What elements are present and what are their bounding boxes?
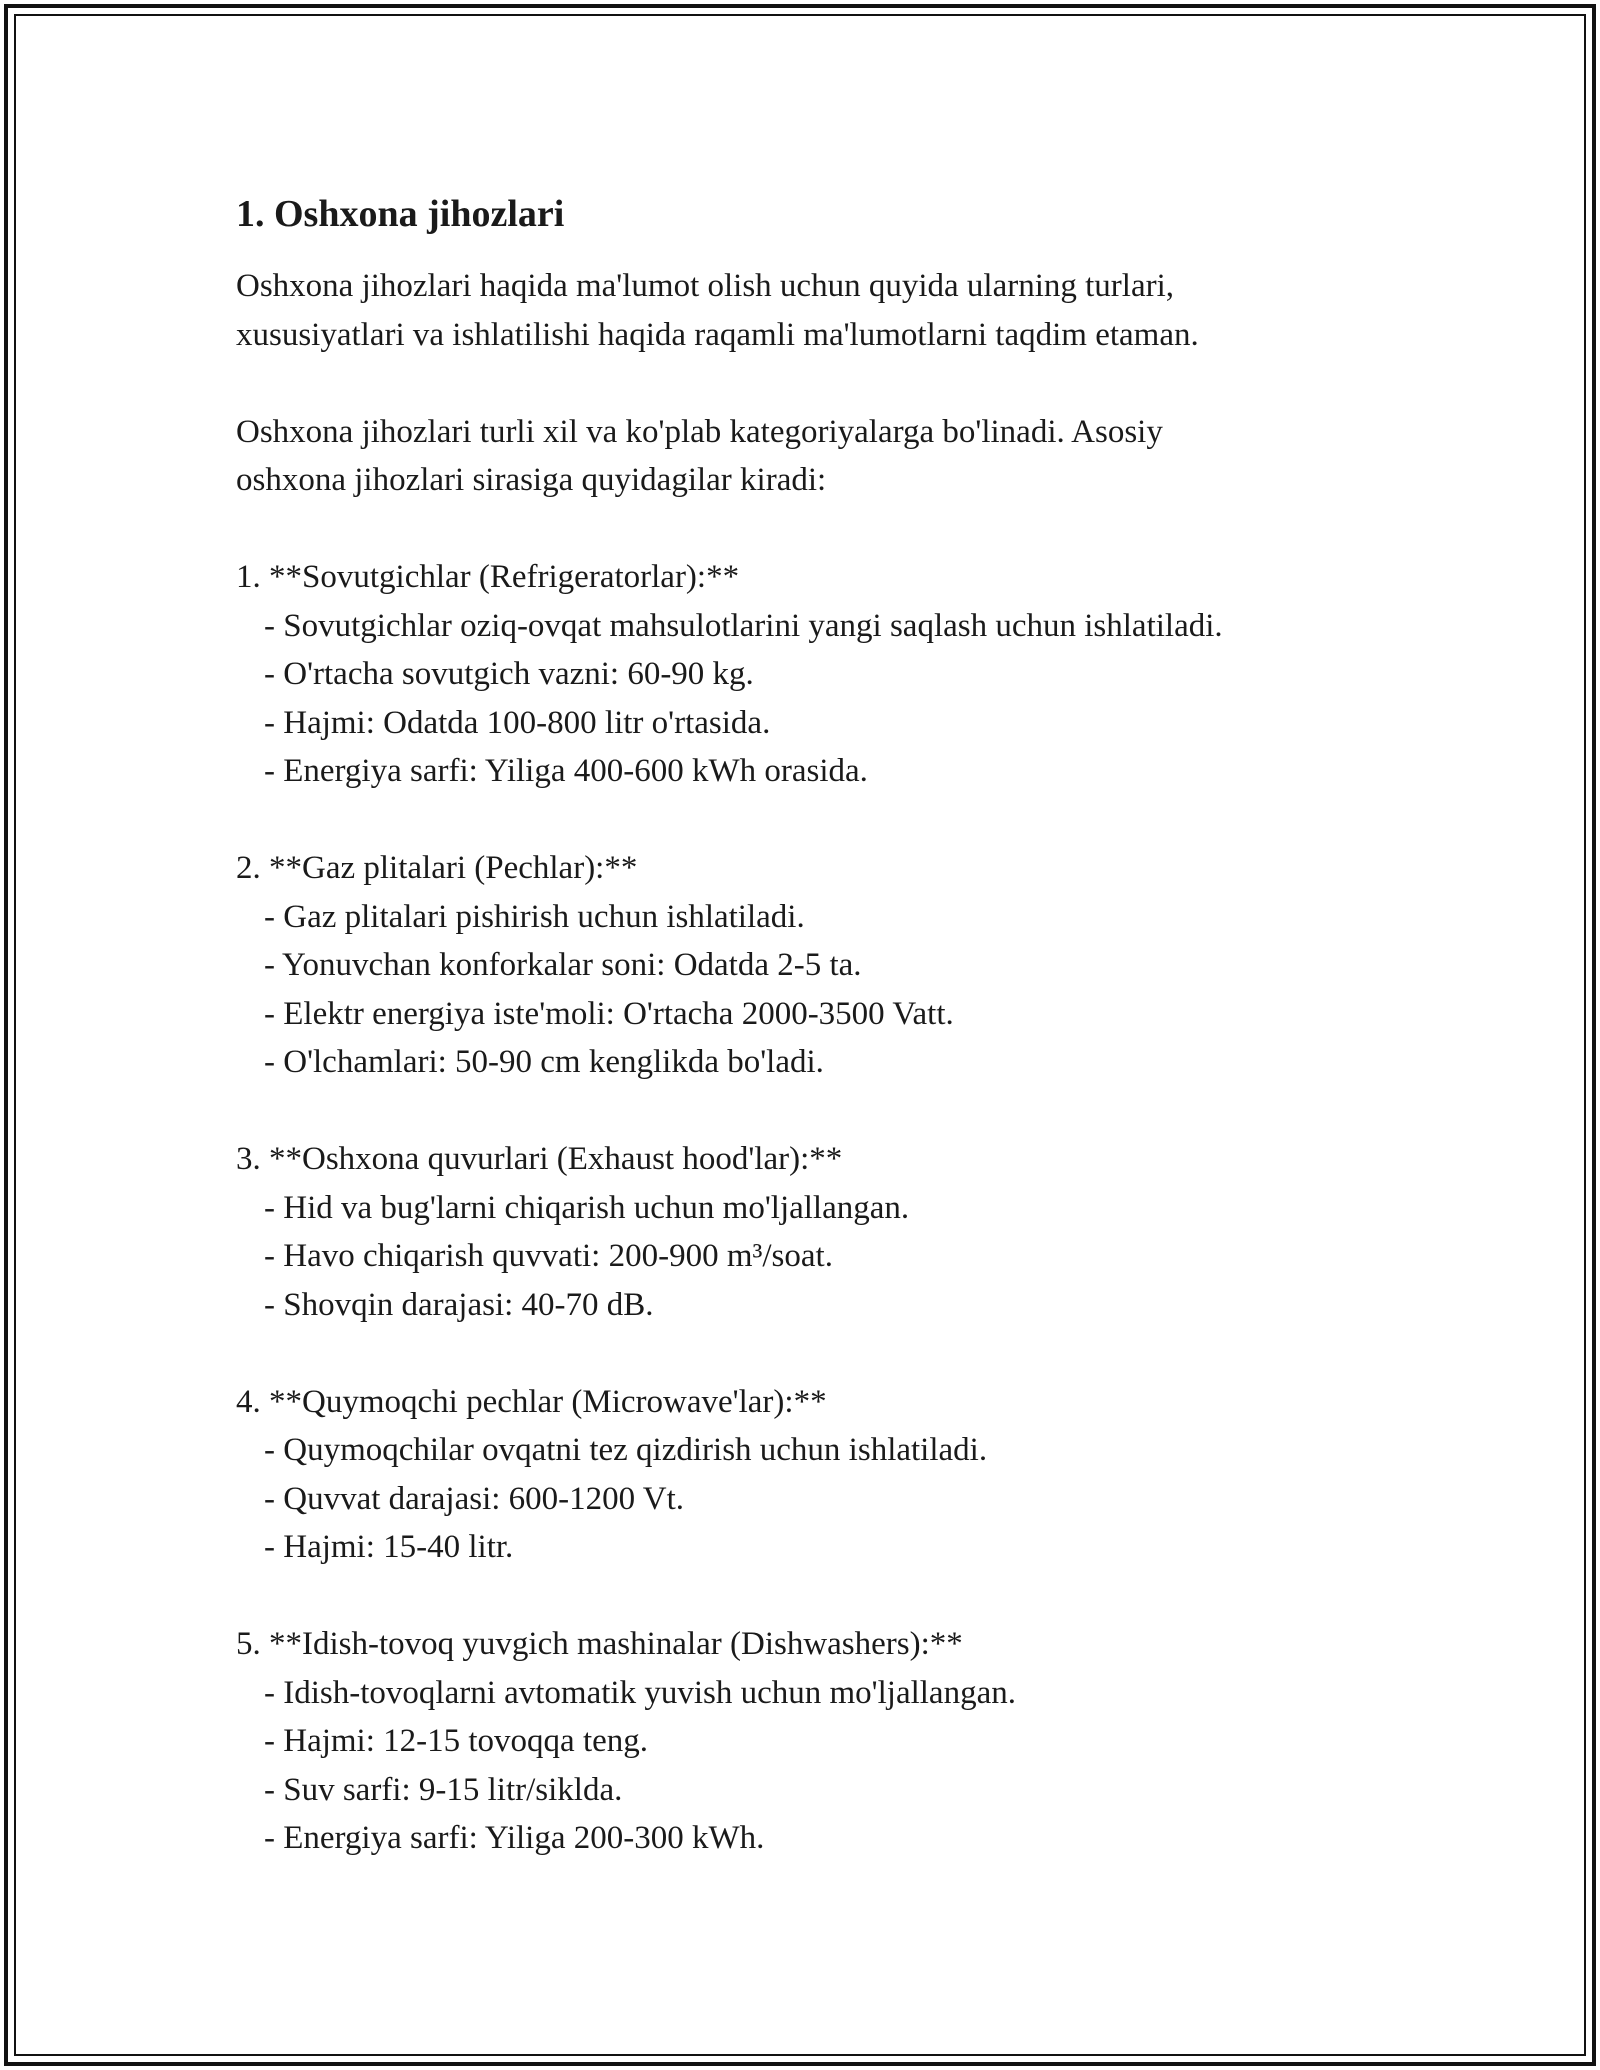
appliance-section <box>236 844 1416 1087</box>
appliance-bullet: - Hid va bug'larni chiqarish uchun mo'ljallangan. <box>264 1189 910 1226</box>
appliance-heading: 4. **Quymoqchi pechlar (Microwave'lar):** <box>236 1383 827 1420</box>
document-body <box>236 188 1416 1863</box>
appliance-bullet: - Gaz plitalari pishirish uchun ishlatiladi. <box>264 898 805 935</box>
appliance-bullet: - Hajmi: 15-40 litr. <box>264 1529 514 1565</box>
appliance-bullet: - O'lchamlari: 50-90 cm kenglikda bo'ladi. <box>264 1044 824 1080</box>
intro-paragraph-2: Oshxona jihozlari turli xil va ko'plab kategoriyalarga bo'linadi. Asosiy oshxona jihozlari sirasiga quyidagilar kiradi: <box>236 413 1163 498</box>
spacer <box>236 1572 1416 1621</box>
spacer <box>236 359 1416 408</box>
appliance-bullet: - Quymoqchilar ovqatni tez qizdirish uchun ishlatiladi. <box>264 1432 988 1468</box>
appliance-bullet: - Hajmi: 12-15 tovoqqa teng. <box>264 1723 649 1759</box>
appliance-list <box>236 505 1416 1863</box>
appliance-bullet: - Energiya sarfi: Yiliga 400-600 kWh orasida. <box>264 753 868 789</box>
appliance-bullet: - Yonuvchan konforkalar soni: Odatda 2-5 ta. <box>264 947 862 983</box>
appliance-bullet: - Sovutgichlar oziq-ovqat mahsulotlarini yangi saqlash uchun ishlatiladi. <box>264 607 1223 644</box>
appliance-bullet: - Havo chiqarish quvvati: 200-900 m³/soat. <box>264 1238 833 1274</box>
appliance-heading: 5. **Idish-tovoq yuvgich mashinalar (Dishwashers):** <box>236 1626 963 1662</box>
appliance-bullet: - Suv sarfi: 9-15 litr/siklda. <box>264 1771 623 1808</box>
appliance-heading: 2. **Gaz plitalari (Pechlar):** <box>236 850 638 886</box>
appliance-bullet: - Elektr energiya iste'moli: O'rtacha 2000-3500 Vatt. <box>264 995 954 1032</box>
appliance-bullet: - O'rtacha sovutgich vazni: 60-90 kg. <box>264 656 754 692</box>
appliance-section <box>236 1378 1416 1572</box>
appliance-section <box>236 1620 1416 1863</box>
spacer <box>236 1329 1416 1378</box>
spacer <box>236 505 1416 554</box>
document-title: 1. Oshxona jihozlari <box>236 193 565 235</box>
appliance-section <box>236 553 1416 796</box>
appliance-bullet: - Energiya sarfi: Yiliga 200-300 kWh. <box>264 1820 765 1856</box>
appliance-bullet: - Shovqin darajasi: 40-70 dB. <box>264 1286 654 1323</box>
appliance-bullet: - Hajmi: Odatda 100-800 litr o'rtasida. <box>264 704 771 741</box>
appliance-bullet: - Idish-tovoqlarni avtomatik yuvish uchun mo'ljallangan. <box>264 1674 1016 1711</box>
spacer <box>236 1087 1416 1136</box>
appliance-section <box>236 1135 1416 1329</box>
appliance-heading: 3. **Oshxona quvurlari (Exhaust hood'lar):** <box>236 1141 843 1177</box>
appliance-bullet: - Quvvat darajasi: 600-1200 Vt. <box>264 1480 685 1517</box>
appliance-heading: 1. **Sovutgichlar (Refrigeratorlar):** <box>236 559 740 595</box>
intro-paragraph: Oshxona jihozlari haqida ma'lumot olish uchun quyida ularning turlari, xususiyatlari va ishlatilishi haqida raqamli ma'lumotlarni taqdim etaman. <box>236 268 1199 353</box>
spacer <box>236 796 1416 845</box>
